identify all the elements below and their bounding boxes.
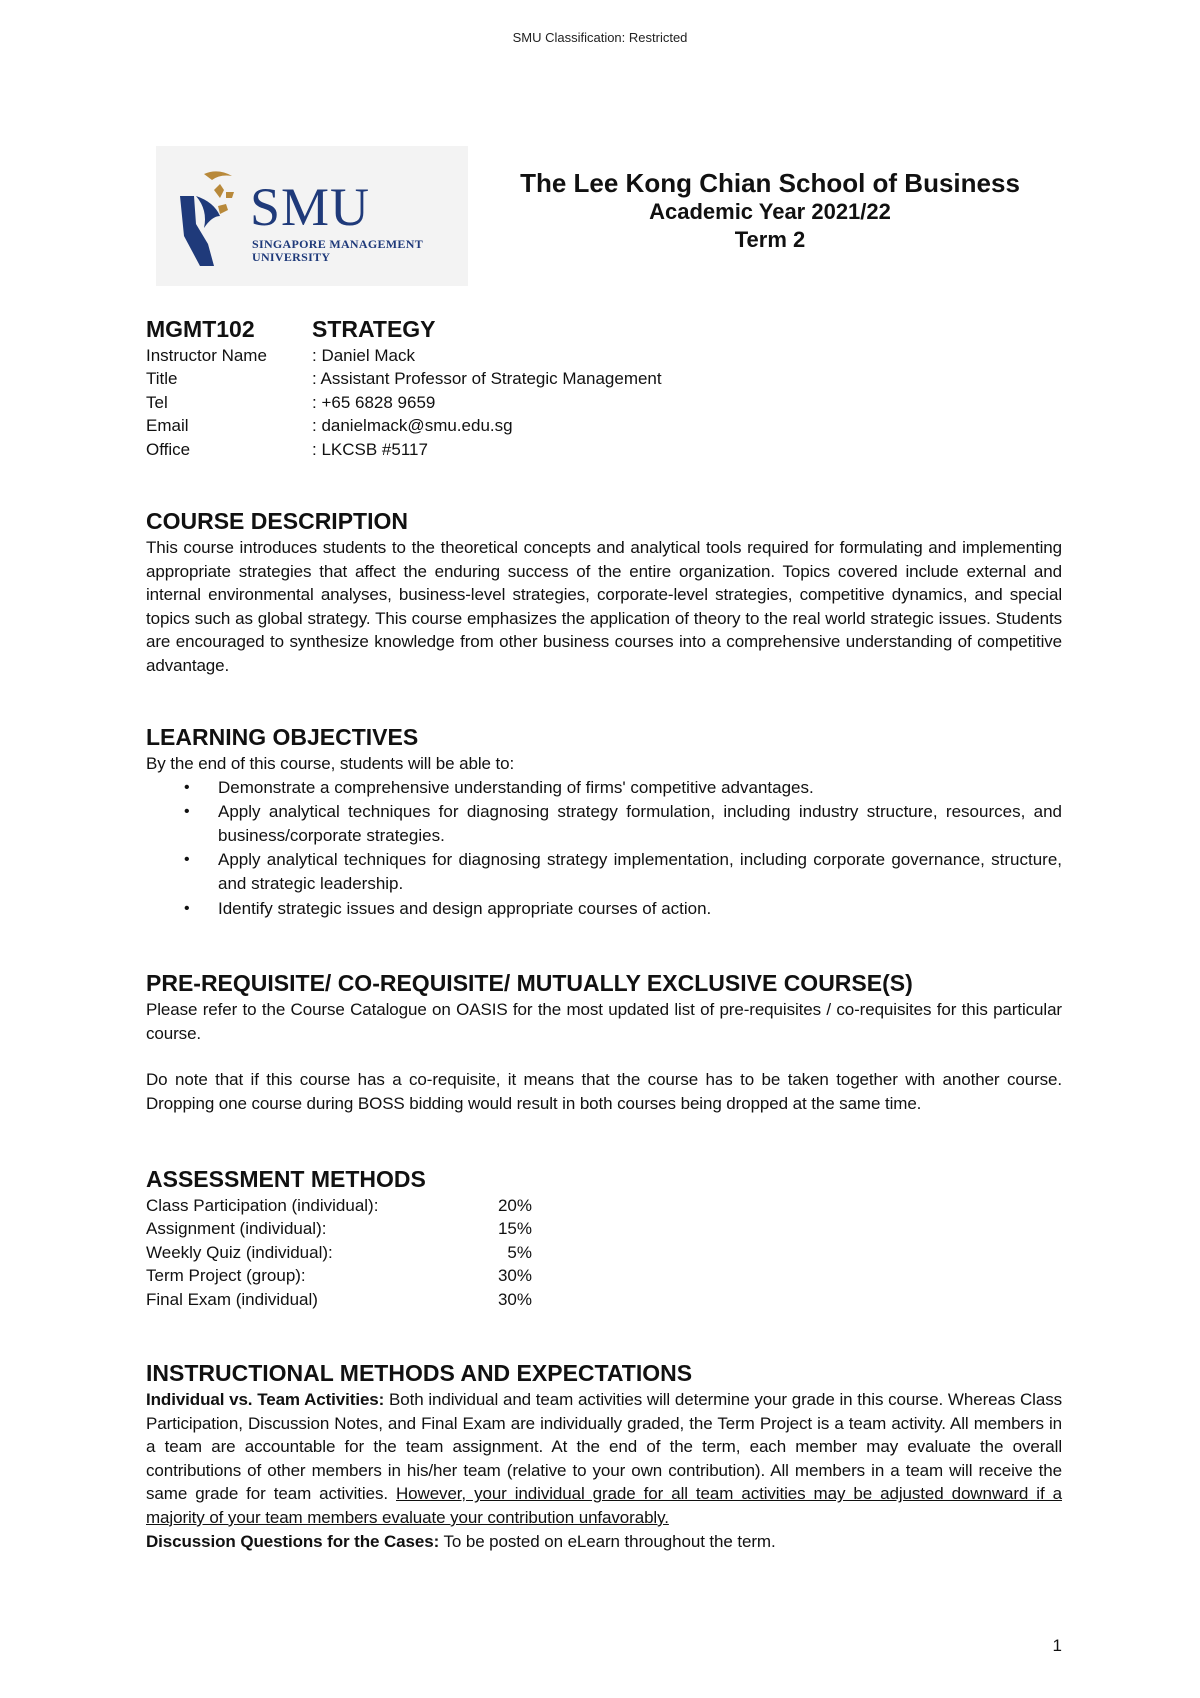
course-description-section: [146, 506, 1062, 678]
prerequisite-section: [146, 968, 1062, 1115]
bullet-icon: •: [184, 899, 190, 917]
list-item: [146, 897, 1062, 921]
course-code: MGMT102: [146, 316, 255, 342]
info-row-instructor: [146, 344, 1062, 367]
list-item-text: Demonstrate a comprehensive understanding of firms' competitive advantages.: [218, 777, 814, 797]
discussion-questions-paragraph: [146, 1530, 1062, 1554]
page-number: 1: [1052, 1636, 1062, 1655]
list-item-text: Apply analytical techniques for diagnosing strategy implementation, including corporate governance, structure, and strategic leadership.: [218, 850, 1062, 893]
classification-label: SMU Classification: Restricted: [512, 30, 688, 45]
info-value: : +65 6828 9659: [312, 392, 436, 412]
assessment-row: [146, 1264, 1062, 1287]
list-item-text: Identify strategic issues and design appropriate courses of action.: [218, 898, 712, 918]
instructional-methods-section: [146, 1358, 1062, 1553]
course-heading: [146, 314, 1062, 344]
assessment-percent: 30%: [497, 1266, 532, 1286]
info-row-email: [146, 414, 1062, 437]
academic-year: Academic Year 2021/22: [649, 199, 891, 224]
school-name: The Lee Kong Chian School of Business: [520, 168, 1020, 198]
logo-subtitle-line2: UNIVERSITY: [252, 250, 331, 264]
assessment-row: [146, 1288, 1062, 1311]
instructor-info: [146, 344, 1062, 461]
assessment-row: [146, 1217, 1062, 1240]
info-row-tel: [146, 391, 1062, 414]
assessment-label: Class Participation (individual):: [146, 1196, 379, 1215]
bullet-icon: •: [184, 778, 190, 796]
bullet-icon: •: [184, 803, 190, 821]
list-item-text: Apply analytical techniques for diagnosing strategy formulation, including industry structure, resources, and business/corporate strategies.: [218, 802, 1062, 845]
logo-subtitle: [252, 238, 423, 264]
learning-objectives-section: [146, 722, 1062, 921]
section-heading: LEARNING OBJECTIVES: [146, 724, 419, 750]
prereq-text-2: Do note that if this course has a co-requisite, it means that the course has to be taken together with another course. Dropping one course during BOSS bidding would result in both courses being dropped at the same time.: [146, 1070, 1062, 1113]
info-label: Title: [146, 369, 178, 389]
assessment-percent: 20%: [497, 1196, 532, 1215]
underlined-note: However, your individual grade for all team activities may be adjusted downward if a majority of your team members evaluate your contribution unfavorably.: [146, 1484, 1062, 1527]
assessment-row: [146, 1194, 1062, 1217]
assessment-label: Term Project (group):: [146, 1266, 306, 1286]
list-item: [146, 800, 1062, 847]
info-row-title: [146, 367, 1062, 390]
info-label: Email: [146, 416, 189, 436]
bullet-icon: •: [184, 851, 190, 869]
objectives-list: [146, 776, 1062, 921]
smu-emblem-icon: [174, 166, 246, 270]
assessment-percent: 5%: [507, 1242, 532, 1262]
course-name: STRATEGY: [312, 316, 436, 342]
section-heading: PRE-REQUISITE/ CO-REQUISITE/ MUTUALLY EXCLUSIVE COURSE(S): [146, 970, 913, 996]
section-heading: ASSESSMENT METHODS: [146, 1166, 426, 1192]
assessment-percent: 30%: [497, 1289, 532, 1309]
objectives-intro: By the end of this course, students will be able to:: [146, 754, 515, 773]
list-item: [146, 776, 1062, 800]
smu-logo: [156, 146, 468, 286]
assessment-label: Assignment (individual):: [146, 1219, 327, 1239]
info-value-email[interactable]: : danielmack@smu.edu.sg: [312, 416, 513, 436]
assessment-section: [146, 1164, 1062, 1311]
info-label: Office: [146, 439, 191, 459]
info-value: : Assistant Professor of Strategic Management: [312, 369, 662, 389]
assessment-row: [146, 1241, 1062, 1264]
paragraph-text: To be posted on eLearn throughout the term.: [439, 1531, 776, 1551]
paragraph-text: Both individual and team activities will determine your grade in this course. Whereas Class Participation, Discussion Notes, and Final Exam are individually graded, the Term Project is a team activity. All members in a team are accountable for the team assignment. At the end of the term, each member may evaluate the overall contributions of other members in his/her team (relative to your own contribution). All members in a team will receive the same grade for team activities.: [146, 1390, 1063, 1504]
school-heading: [500, 168, 1040, 254]
description-text: This course introduces students to the theoretical concepts and analytical tools required for formulating and implementing appropriate strategies that affect the enduring success of the entire organization. Topics covered include external and internal environmental analyses, business-level strategies, corporate-level strategies, competitive dynamics, and special topics such as global strategy. This course emphasizes the application of theory to the real world strategic issues. Students are encouraged to synthesize knowledge from other business courses into a comprehensive understanding of competitive advantage.: [146, 538, 1062, 675]
logo-subtitle-line1: SINGAPORE MANAGEMENT: [252, 237, 424, 251]
info-row-office: [146, 438, 1062, 461]
assessment-percent: 15%: [497, 1219, 532, 1239]
section-heading: INSTRUCTIONAL METHODS AND EXPECTATIONS: [146, 1360, 693, 1386]
assessment-label: Final Exam (individual): [146, 1289, 318, 1309]
info-label: Tel: [146, 392, 168, 412]
info-label: Instructor Name: [146, 346, 267, 365]
paragraph-lead: Discussion Questions for the Cases:: [146, 1531, 440, 1551]
team-activities-paragraph: [146, 1388, 1062, 1530]
info-value: : Daniel Mack: [312, 346, 415, 365]
assessment-label: Weekly Quiz (individual):: [146, 1242, 333, 1262]
section-heading: COURSE DESCRIPTION: [146, 508, 408, 534]
list-item: [146, 848, 1062, 895]
paragraph-lead: Individual vs. Team Activities:: [146, 1390, 385, 1409]
course-info-section: [146, 314, 1062, 461]
logo-wordmark: SMU: [250, 177, 371, 237]
term: Term 2: [734, 227, 806, 252]
info-value: : LKCSB #5117: [312, 439, 428, 459]
prereq-text-1: Please refer to the Course Catalogue on OASIS for the most updated list of pre-requisites / co-requisites for this particular course.: [146, 1000, 1062, 1043]
